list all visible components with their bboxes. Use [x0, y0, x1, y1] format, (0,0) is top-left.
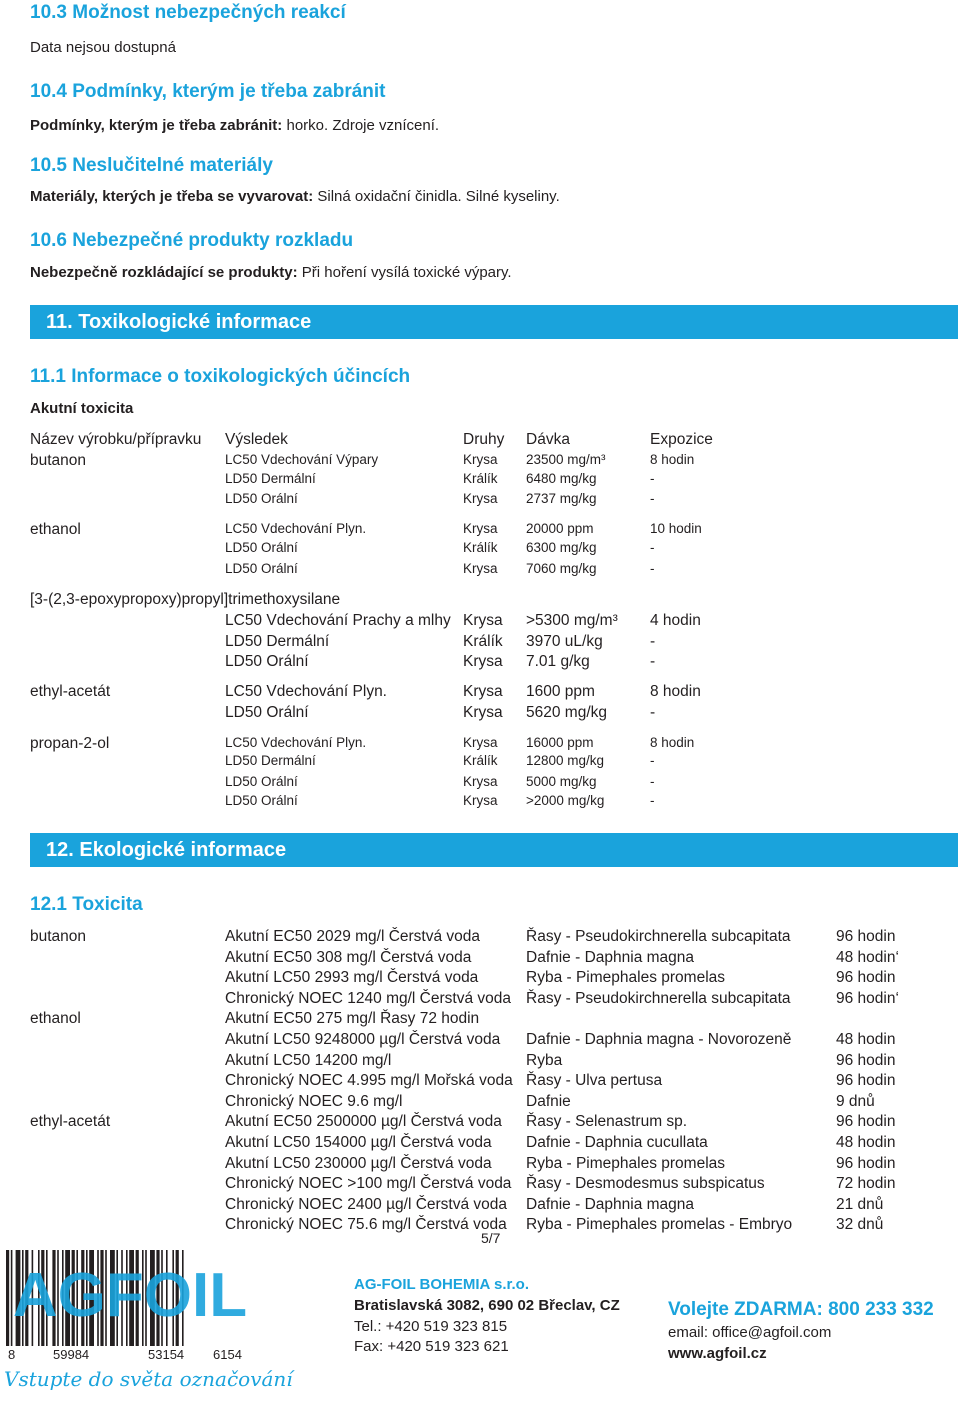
toxicity-product-name: ethanol [30, 521, 81, 538]
barcode-digit-3: 53154 [148, 1347, 185, 1362]
eco-species: Dafnie - Daphnia cucullata [526, 1134, 708, 1151]
toxicity-dose: 7060 mg/kg [526, 561, 597, 576]
toxicity-result: LC50 Vdechování Prachy a mlhy [225, 612, 451, 629]
eco-species: Ryba - Pimephales promelas - Embryo [526, 1216, 793, 1234]
eco-result: Chronický NOEC 9.6 mg/l [225, 1092, 403, 1110]
toxicity-result: LD50 Dermální [225, 471, 316, 486]
toxicity-species: Krysa [463, 521, 498, 536]
eco-product-name: ethyl-acetát [30, 1113, 111, 1131]
eco-result: Chronický NOEC 4.995 mg/l Mořská voda [225, 1072, 513, 1090]
toxicity-species: Králík [463, 471, 498, 486]
footer-company: AG-FOIL BOHEMIA s.r.o. [354, 1276, 530, 1293]
section-10-6-title: 10.6 Nebezpečné produkty rozkladu [30, 230, 354, 251]
header-dose: Dávka [526, 431, 570, 448]
section-10-4-label: Podmínky, kterým je třeba zabránit: [30, 117, 283, 134]
toxicity-dose: 2737 mg/kg [526, 491, 597, 506]
toxicity-species: Králík [463, 753, 498, 768]
toxicity-result: LC50 Vdechování Plyn. [225, 683, 387, 700]
toxicity-exposure: - [650, 561, 655, 576]
eco-result: Chronický NOEC 2400 µg/l Čerstvá voda [225, 1195, 508, 1213]
toxicity-result: LC50 Vdechování Plyn. [225, 521, 367, 536]
eco-species: Dafnie - Daphnia magna [526, 1195, 695, 1213]
toxicity-species: Krysa [463, 735, 498, 750]
toxicity-exposure: - [650, 471, 655, 486]
toxicity-species: Krysa [463, 452, 498, 467]
toxicity-result: LD50 Orální [225, 540, 298, 555]
toxicity-dose: 20000 ppm [526, 521, 594, 536]
eco-species: Řasy - Pseudokirchnerella subcapitata [526, 989, 791, 1007]
toxicity-species: Krysa [463, 491, 498, 506]
toxicity-species: Krysa [463, 612, 503, 629]
toxicity-result: LD50 Orální [225, 491, 298, 506]
toxicity-exposure: - [650, 653, 656, 670]
toxicity-dose: 7.01 g/kg [526, 653, 590, 670]
eco-exposure: 96 hodin [836, 1072, 896, 1090]
footer-tel: Tel.: +420 519 323 815 [354, 1318, 508, 1335]
toxicity-exposure: - [650, 633, 656, 650]
toxicity-result: LD50 Orální [225, 704, 309, 721]
section-10-5-value: Silná oxidační činidla. Silné kyseliny. [313, 188, 560, 205]
eco-product-name: ethanol [30, 1010, 81, 1028]
toxicity-exposure: - [650, 704, 656, 721]
eco-exposure: 48 hodin [836, 1134, 896, 1151]
section-10-6-value: Při hoření vysílá toxické výpary. [297, 264, 512, 281]
eco-species: Ryba [526, 1051, 563, 1069]
eco-species: Řasy - Selenastrum sp. [526, 1113, 688, 1131]
section-11-1-title: 11.1 Informace o toxikologických účincích [30, 366, 411, 387]
eco-result: Akutní LC50 9248000 µg/l Čerstvá voda [225, 1031, 501, 1048]
toxicity-exposure: 8 hodin [650, 683, 701, 700]
toxicity-dose: 5000 mg/kg [526, 774, 597, 789]
eco-result: Akutní EC50 275 mg/l Řasy 72 hodin [225, 1010, 480, 1028]
footer-address: Bratislavská 3082, 690 02 Břeclav, CZ [354, 1297, 620, 1314]
eco-species: Dafnie - Daphnia magna - Novorozeně [526, 1031, 792, 1048]
toxicity-exposure: - [650, 491, 655, 506]
eco-exposure: 96 hodin [836, 1051, 896, 1069]
barcode-digit-2: 59984 [53, 1347, 90, 1362]
eco-result: Akutní EC50 308 mg/l Čerstvá voda [225, 948, 472, 966]
header-product: Název výrobku/přípravku [30, 431, 202, 448]
eco-exposure: 96 hodin‘ [836, 989, 899, 1007]
eco-species: Dafnie [526, 1092, 571, 1110]
toxicity-species: Krysa [463, 704, 503, 721]
section-10-6-text [30, 264, 512, 281]
toxicity-dose: >5300 mg/m³ [526, 612, 618, 629]
barcode-logo-graphic [0, 1246, 293, 1397]
toxicity-result: LD50 Orální [225, 793, 298, 808]
eco-exposure: 32 dnů [836, 1216, 884, 1234]
eco-exposure: 96 hodin [836, 1113, 896, 1131]
section-12-1-title: 12.1 Toxicita [30, 894, 143, 915]
section-10-3-title: 10.3 Možnost nebezpečných reakcí [30, 2, 346, 23]
eco-species: Ryba - Pimephales promelas [526, 1154, 726, 1172]
toxicity-species: Krysa [463, 683, 503, 700]
eco-species: Řasy - Pseudokirchnerella subcapitata [526, 928, 791, 945]
eco-exposure: 48 hodin [836, 1031, 896, 1048]
eco-exposure: 9 dnů [836, 1092, 875, 1110]
contact-email[interactable]: email: office@agfoil.com [668, 1324, 832, 1341]
toxicity-exposure: - [650, 540, 655, 555]
eco-exposure: 48 hodin‘ [836, 948, 899, 966]
toxicity-exposure: - [650, 753, 655, 768]
section-10-5-label: Materiály, kterých je třeba se vyvarovat: [30, 188, 314, 205]
eco-result: Chronický NOEC >100 mg/l Čerstvá voda [225, 1175, 512, 1193]
free-call-slogan: Volejte ZDARMA: 800 233 332 [668, 1299, 934, 1320]
eco-exposure: 21 dnů [836, 1195, 884, 1213]
header-exposure: Expozice [650, 431, 713, 448]
toxicity-exposure: 8 hodin [650, 735, 695, 750]
toxicity-species: Krysa [463, 793, 498, 808]
toxicity-exposure: 4 hodin [650, 612, 701, 629]
toxicity-result: LD50 Dermální [225, 753, 316, 768]
eco-species: Řasy - Ulva pertusa [526, 1072, 663, 1090]
section-11-band: 11. Toxikologické informace [30, 305, 958, 339]
agfoil-logo [0, 1246, 293, 1397]
toxicity-dose: 6480 mg/kg [526, 471, 597, 486]
section-10-4-title: 10.4 Podmínky, kterým je třeba zabránit [30, 81, 386, 102]
toxicity-dose: 23500 mg/m³ [526, 452, 606, 467]
barcode-digit-4: 6154 [213, 1347, 242, 1362]
eco-exposure: 96 hodin [836, 1154, 896, 1172]
eco-species: Řasy - Desmodesmus subspicatus [526, 1175, 765, 1193]
toxicity-exposure: 8 hodin [650, 452, 695, 467]
toxicity-result: LD50 Orální [225, 774, 298, 789]
section-10-5-title: 10.5 Neslučitelné materiály [30, 155, 273, 176]
section-10-6-label: Nebezpečně rozkládající se produkty: [30, 264, 298, 281]
section-12-band: 12. Ekologické informace [30, 833, 958, 867]
header-species: Druhy [463, 431, 505, 448]
toxicity-dose: >2000 mg/kg [526, 793, 605, 808]
toxicity-result: LC50 Vdechování Výpary [225, 452, 379, 467]
section-10-4-text [30, 117, 439, 134]
header-result: Výsledek [225, 431, 288, 448]
section-10-4-value: horko. Zdroje vznícení. [282, 117, 440, 134]
toxicity-species: Krysa [463, 561, 498, 576]
toxicity-result: LC50 Vdechování Plyn. [225, 735, 367, 750]
toxicity-product-name: propan-2-ol [30, 735, 110, 752]
contact-website[interactable]: www.agfoil.cz [668, 1345, 767, 1362]
toxicity-species: Králík [463, 633, 503, 650]
eco-product-name: butanon [30, 928, 87, 945]
eco-exposure: 72 hodin [836, 1175, 896, 1193]
toxicity-result: LD50 Orální [225, 653, 309, 670]
toxicity-dose: 3970 uL/kg [526, 633, 603, 650]
eco-result: Akutní LC50 2993 mg/l Čerstvá voda [225, 969, 479, 987]
toxicity-exposure: - [650, 793, 655, 808]
section-10-5-text [30, 188, 560, 205]
toxicity-exposure: - [650, 774, 655, 789]
eco-species: Dafnie - Daphnia magna [526, 948, 695, 966]
barcode-digit-1: 8 [8, 1347, 16, 1362]
eco-result: Chronický NOEC 1240 mg/l Čerstvá voda [225, 989, 512, 1007]
toxicity-result: LD50 Orální [225, 561, 298, 576]
toxicity-dose: 6300 mg/kg [526, 540, 597, 555]
toxicity-dose: 16000 ppm [526, 735, 594, 750]
logo-tagline: Vstupte do světa označování [4, 1367, 293, 1391]
eco-result: Chronický NOEC 75.6 mg/l Čerstvá voda [225, 1216, 507, 1234]
toxicity-product-name: butanon [30, 452, 87, 469]
page-number: 5/7 [481, 1230, 501, 1246]
eco-result: Akutní LC50 230000 µg/l Čerstvá voda [225, 1154, 492, 1172]
toxicity-species: Krysa [463, 653, 503, 670]
toxicity-dose: 1600 ppm [526, 683, 595, 700]
toxicity-product-name: ethyl-acetát [30, 683, 111, 700]
footer-fax: Fax: +420 519 323 621 [354, 1338, 509, 1355]
toxicity-dose: 5620 mg/kg [526, 704, 607, 721]
toxicity-species: Králík [463, 540, 498, 555]
acute-toxicity-label: Akutní toxicita [30, 400, 134, 417]
eco-result: Akutní LC50 14200 mg/l [225, 1051, 392, 1069]
section-10-3-text: Data nejsou dostupná [30, 39, 176, 56]
toxicity-species: Krysa [463, 774, 498, 789]
logo-wordmark: AGFOIL [12, 1261, 248, 1330]
barcode-bar [6, 1250, 9, 1346]
toxicity-dose: 12800 mg/kg [526, 753, 605, 768]
toxicity-exposure: 10 hodin [650, 521, 702, 536]
eco-exposure: 96 hodin [836, 928, 896, 945]
eco-exposure: 96 hodin [836, 969, 896, 987]
eco-result: Akutní EC50 2029 mg/l Čerstvá voda [225, 928, 481, 945]
toxicity-result: LD50 Dermální [225, 633, 330, 650]
eco-result: Akutní LC50 154000 µg/l Čerstvá voda [225, 1134, 492, 1151]
eco-result: Akutní EC50 2500000 µg/l Čerstvá voda [225, 1113, 502, 1131]
eco-species: Ryba - Pimephales promelas [526, 969, 726, 987]
toxicity-product-name: [3-(2,3-epoxypropoxy)propyl]trimethoxysilane [30, 591, 341, 608]
